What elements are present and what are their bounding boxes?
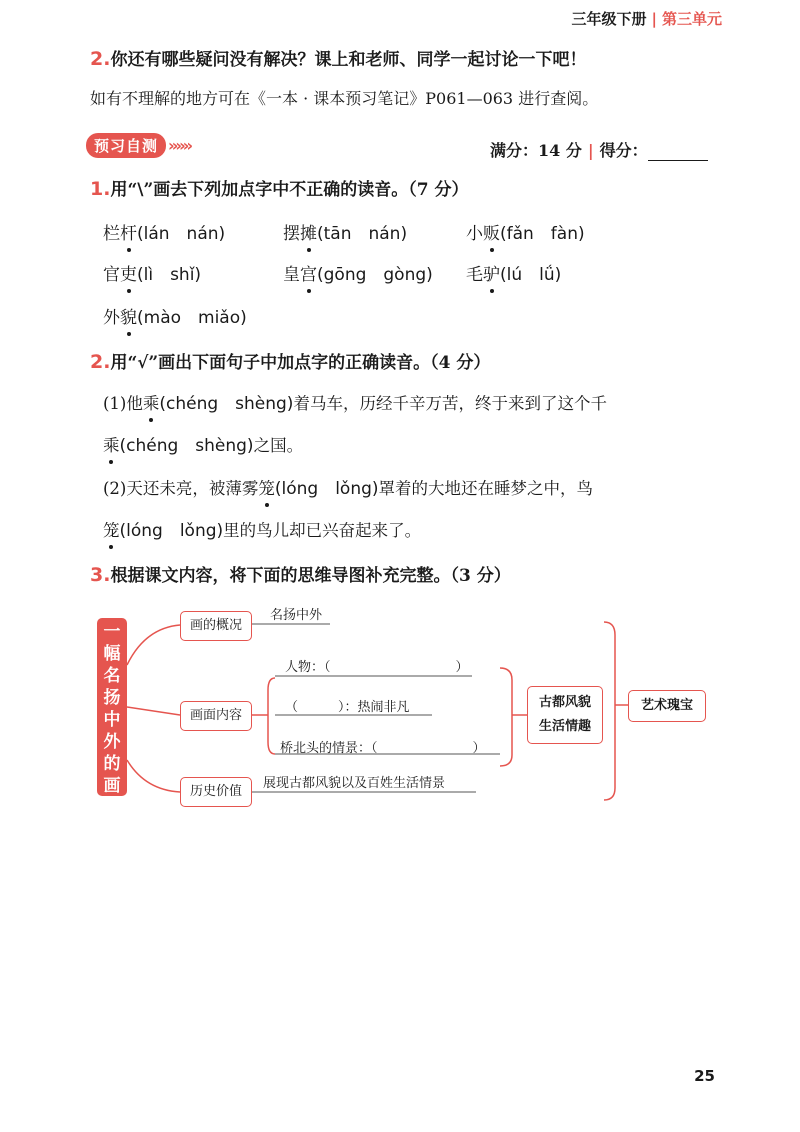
- text: 桥北头的情景：（: [280, 741, 378, 756]
- reference-note: 如有不理解的地方可在《一本 · 课本预习笔记》P061—063 进行查阅。: [90, 89, 599, 108]
- branch-content: 画面内容: [180, 701, 252, 731]
- arrows-icon: »»»: [168, 135, 191, 155]
- char: 小: [466, 224, 483, 244]
- branch-overview: 画的概况: [180, 611, 252, 641]
- text: (1)他: [103, 394, 143, 413]
- final-summary: 艺术瑰宝: [628, 690, 706, 722]
- text: ）: [472, 741, 486, 756]
- pinyin-options[interactable]: (tān nán): [317, 224, 408, 244]
- dotted-char: 笼: [103, 521, 120, 540]
- char: 外: [103, 308, 120, 328]
- question-number: 2.: [90, 351, 111, 373]
- pinyin-options[interactable]: (lì shǐ): [137, 265, 202, 285]
- full-score: 满分：14 分: [490, 141, 582, 160]
- mid-line-2: 生活情趣: [538, 719, 591, 734]
- dotted-char: 贩: [483, 224, 500, 244]
- question-title: 用“√”画出下面句子中加点字的正确读音。（4 分）: [110, 353, 491, 373]
- char: 栏: [103, 224, 120, 244]
- pinyin-options[interactable]: (lóng lǒng): [119, 521, 224, 541]
- text: 之国。: [253, 436, 304, 455]
- branch-curve-1: [127, 625, 180, 665]
- branch-curve-3: [127, 760, 180, 792]
- question-title: 用“\”画去下列加点字中不正确的读音。（7 分）: [110, 180, 469, 200]
- text: 里的鸟儿却已兴奋起来了。: [223, 521, 422, 540]
- dotted-char: 吏: [120, 265, 137, 285]
- dotted-char: 乘: [103, 436, 120, 455]
- content-bridge: [280, 737, 486, 756]
- header-grade: 三年级下册: [571, 10, 647, 28]
- question-text: 你还有哪些疑问没有解决？课上和老师、同学一起讨论一下吧！: [110, 50, 587, 70]
- char: 官: [103, 265, 120, 285]
- content-people: [285, 656, 469, 675]
- dotted-char: 貌: [120, 308, 137, 328]
- pinyin-options[interactable]: (fǎn fàn): [500, 224, 585, 244]
- pinyin-options[interactable]: (lán nán): [137, 224, 226, 244]
- dotted-char: 笼: [258, 479, 275, 498]
- question-number: 2.: [90, 48, 111, 70]
- got-score-label: 得分：: [599, 141, 648, 160]
- branch-bracket-2: [268, 678, 275, 754]
- char: 摆: [283, 224, 300, 244]
- text: 罩着的大地还在睡梦之中，鸟: [378, 479, 594, 498]
- text: ）: [455, 660, 469, 675]
- pinyin-options[interactable]: (chéng shèng): [159, 394, 294, 414]
- dotted-char: 乘: [142, 394, 160, 413]
- pinyin-options[interactable]: (mào miǎo): [137, 308, 247, 328]
- question-number: 3.: [90, 564, 111, 586]
- header-unit: 第三单元: [661, 10, 722, 28]
- char: 皇: [283, 265, 300, 285]
- text: ）：热闹非凡: [338, 700, 410, 715]
- dotted-char: 摊: [300, 224, 317, 244]
- question-title: 根据课文内容，将下面的思维导图补充完整。（3 分）: [110, 566, 511, 586]
- branch-curve-2: [127, 707, 180, 715]
- question-number: 1.: [90, 178, 111, 200]
- text: 人物：（: [285, 660, 331, 675]
- section-label: 预习自测: [86, 133, 166, 158]
- text: (2)天还未亮，被薄雾: [103, 479, 259, 498]
- content-scene: [285, 696, 410, 715]
- score-divider: |: [587, 141, 594, 160]
- dotted-char: 宫: [300, 265, 317, 285]
- overview-text: 名扬中外: [270, 608, 323, 623]
- pinyin-options[interactable]: (lóng lǒng): [274, 479, 379, 499]
- header-separator: |: [651, 10, 657, 28]
- page-number: 25: [694, 1067, 715, 1085]
- char: 毛: [466, 265, 483, 285]
- pinyin-options[interactable]: (gōng gòng): [317, 265, 433, 285]
- dotted-char: 驴: [483, 265, 500, 285]
- mid-summary: [527, 686, 603, 744]
- text: 着马车，历经千辛万苦，终于来到了这个千: [293, 394, 607, 413]
- dotted-char: 杆: [120, 224, 137, 244]
- text: （: [285, 700, 299, 715]
- outer-bracket: [604, 622, 615, 800]
- value-text: 展现古都风貌以及百姓生活情景: [263, 776, 446, 791]
- mindmap-title: 一幅名扬中外的画: [97, 618, 127, 796]
- mid-line-1: 古都风貌: [538, 695, 591, 710]
- pinyin-options[interactable]: (chéng shèng): [119, 436, 254, 456]
- pinyin-options[interactable]: (lú lǘ): [500, 265, 562, 285]
- branch-value: 历史价值: [180, 777, 252, 807]
- mid-bracket: [500, 668, 512, 766]
